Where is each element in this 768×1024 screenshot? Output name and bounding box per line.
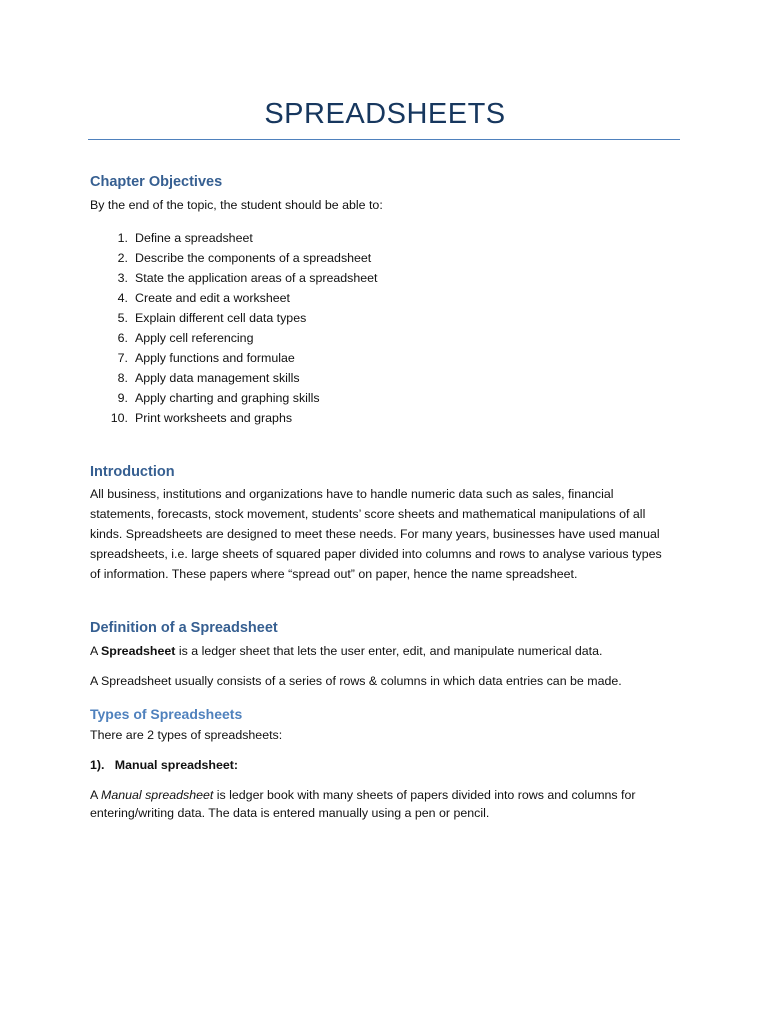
- list-text: Create and edit a worksheet: [135, 291, 290, 305]
- list-number: 5.: [117, 311, 128, 325]
- list-text: Describe the components of a spreadsheet: [135, 251, 372, 265]
- manual-spreadsheet-line: entering/writing data. The data is entered manually using a pen or pencil.: [90, 806, 490, 820]
- list-number: 6.: [117, 331, 128, 345]
- introduction-line: kinds. Spreadsheets are designed to meet these needs. For many years, businesses have used manual: [90, 527, 660, 541]
- manual-term: Manual spreadsheet: [101, 788, 214, 802]
- list-number: 7.: [117, 351, 128, 365]
- list-text: Define a spreadsheet: [135, 231, 253, 245]
- list-text: Print worksheets and graphs: [135, 411, 293, 425]
- list-text: Apply cell referencing: [135, 331, 254, 345]
- manual-spreadsheet-heading: 1). Manual spreadsheet:: [90, 758, 239, 772]
- types-heading: Types of Spreadsheets: [90, 706, 243, 722]
- list-number: 2.: [117, 251, 128, 265]
- manual-text: is ledger book with many sheets of papers divided into rows and columns for: [213, 788, 636, 802]
- definition-term: Spreadsheet: [101, 644, 176, 658]
- list-text: Apply charting and graphing skills: [135, 391, 320, 405]
- definition-paragraph: [90, 641, 680, 661]
- list-text: Explain different cell data types: [135, 311, 307, 325]
- introduction-line: statements, forecasts, stock movement, students’ score sheets and mathematical manipulations of all: [90, 507, 646, 521]
- introduction-line: spreadsheets, i.e. large sheets of squared paper divided into columns and rows to analyse various types: [90, 547, 662, 561]
- objectives-intro: By the end of the topic, the student should be able to:: [90, 198, 383, 212]
- definition-structure: A Spreadsheet usually consists of a series of rows & columns in which data entries can be made.: [90, 674, 622, 688]
- list-number: 10.: [110, 411, 128, 425]
- definition-text: is a ledger sheet that lets the user enter, edit, and manipulate numerical data.: [175, 644, 603, 658]
- list-number: 3.: [117, 271, 128, 285]
- page-title: SPREADSHEETS: [264, 98, 506, 130]
- list-text: State the application areas of a spreadsheet: [135, 271, 378, 285]
- types-intro: There are 2 types of spreadsheets:: [90, 728, 283, 742]
- definition-heading: Definition of a Spreadsheet: [90, 620, 278, 636]
- objectives-heading: Chapter Objectives: [90, 174, 223, 190]
- list-number: 1.: [117, 231, 128, 245]
- definition-prefix: A: [90, 644, 102, 658]
- manual-spreadsheet-line: [90, 785, 680, 805]
- list-number: 9.: [117, 391, 128, 405]
- list-number: 8.: [117, 371, 128, 385]
- introduction-line: All business, institutions and organizations have to handle numeric data such as sales, financial: [90, 487, 614, 501]
- list-text: Apply data management skills: [135, 371, 300, 385]
- title-underline: [88, 139, 680, 140]
- manual-prefix: A: [90, 788, 102, 802]
- introduction-heading: Introduction: [90, 464, 175, 480]
- introduction-line: of information. These papers where “spread out” on paper, hence the name spreadsheet.: [90, 567, 578, 581]
- list-number: 4.: [117, 291, 128, 305]
- list-text: Apply functions and formulae: [135, 351, 295, 365]
